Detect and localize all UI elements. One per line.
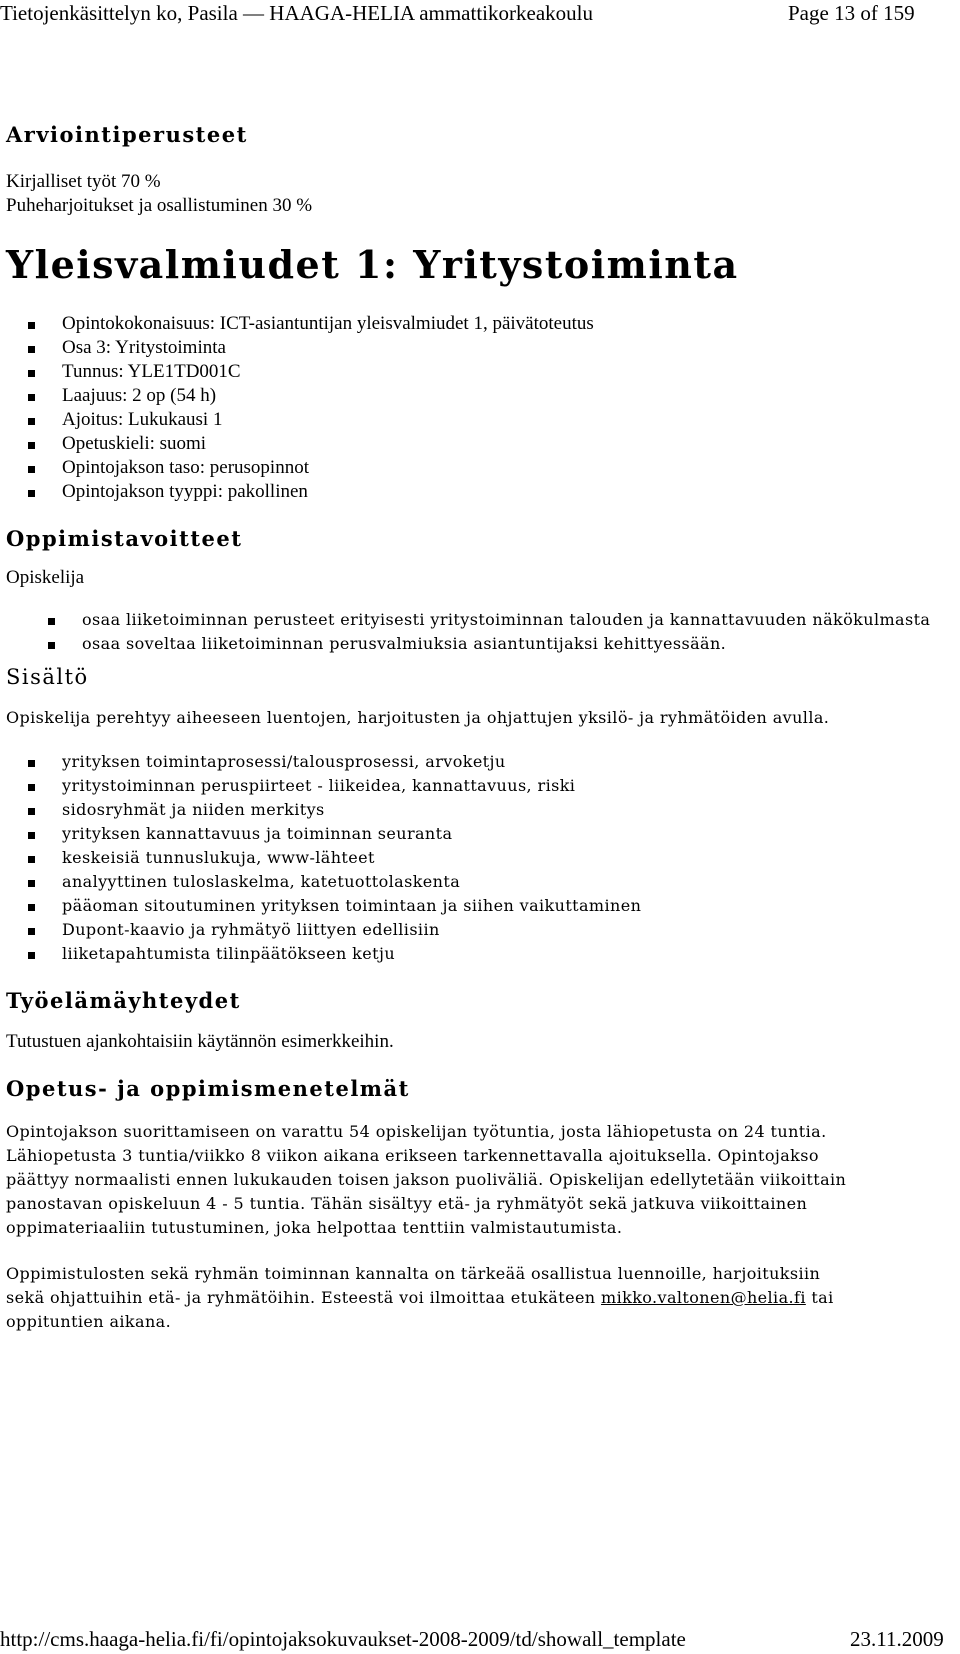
list-item: Laajuus: 2 op (54 h) [6, 384, 952, 408]
list-item: yrityksen kannattavuus ja toiminnan seuranta [6, 822, 952, 846]
bullet-icon [28, 832, 35, 839]
course-title: Yleisvalmiudet 1: Yritystoiminta [6, 242, 739, 287]
footer-date: 23.11.2009 [850, 1627, 944, 1651]
arviointi-line: Puheharjoitukset ja osallistuminen 30 % [6, 195, 313, 216]
bullet-icon [28, 760, 35, 767]
arviointi-line: Kirjalliset työt 70 % [6, 171, 161, 192]
bullet-icon [48, 618, 55, 625]
opetus-paragraph-2 [6, 1262, 952, 1334]
bullet-icon [28, 466, 35, 473]
list-item: keskeisiä tunnuslukuja, www-lähteet [6, 846, 952, 870]
paragraph-line: päättyy normaalisti ennen lukukauden toisen jakson puoliväliä. Opiskelijan edellytetään viikoittain [6, 1170, 847, 1189]
list-item: Ajoitus: Lukukausi 1 [6, 408, 952, 432]
list-item: sidosryhmät ja niiden merkitys [6, 798, 952, 822]
paragraph-line: Lähiopetusta 3 tuntia/viikko 8 viikon aikana erikseen tarkennettavalla ajoituksella. Opintojakso [6, 1146, 819, 1165]
oppimistavoitteet-heading: Oppimistavoitteet [6, 526, 243, 551]
bullet-icon [48, 642, 55, 649]
bullet-icon [28, 418, 35, 425]
bullet-icon [28, 880, 35, 887]
bullet-icon [28, 370, 35, 377]
tyoelamayhteydet-heading: Työelämäyhteydet [6, 988, 241, 1013]
opetus-paragraph-1 [6, 1120, 952, 1240]
bullet-icon [28, 394, 35, 401]
list-item: pääoman sitoutuminen yrityksen toimintaan ja siihen vaikuttaminen [6, 894, 952, 918]
list-item: yrityksen toimintaprosessi/talousprosessi, arvoketju [6, 750, 952, 774]
list-item: liiketapahtumista tilinpäätökseen ketju [6, 942, 952, 966]
tyoelamayhteydet-text: Tutustuen ajankohtaisiin käytännön esimerkkeihin. [6, 1031, 394, 1052]
sisalto-list [6, 750, 952, 966]
sisalto-intro: Opiskelija perehtyy aiheeseen luentojen, harjoitusten ja ohjattujen yksilö- ja ryhmätöiden avulla. [6, 708, 830, 727]
paragraph-line: panostavan opiskeluun 4 - 5 tuntia. Tähän sisältyy etä- ja ryhmätyöt sekä jatkuva viikoittainen [6, 1194, 808, 1213]
paragraph-line: Oppimistulosten sekä ryhmän toiminnan kannalta on tärkeää osallistua luennoille, harjoituksiin [6, 1264, 821, 1283]
email-link[interactable]: mikko.valtonen@helia.fi [601, 1288, 806, 1307]
bullet-icon [28, 490, 35, 497]
list-item: Osa 3: Yritystoiminta [6, 336, 952, 360]
list-item: Tunnus: YLE1TD001C [6, 360, 952, 384]
list-item: osaa liiketoiminnan perusteet erityisesti yritystoiminnan talouden ja kannattavuuden näkökulmasta [6, 608, 952, 632]
sisalto-heading: Sisältö [6, 665, 89, 689]
bullet-icon [28, 904, 35, 911]
bullet-icon [28, 856, 35, 863]
list-item: analyyttinen tuloslaskelma, katetuottolaskenta [6, 870, 952, 894]
paragraph-text: sekä ohjattuihin etä- ja ryhmätöihin. Esteestä voi ilmoittaa etukäteen [6, 1288, 602, 1307]
paragraph-line: oppimateriaaliin tutustuminen, joka helpottaa tenttiin valmistautumista. [6, 1218, 623, 1237]
footer-url: http://cms.haaga-helia.fi/fi/opintojaksokuvaukset-2008-2009/td/showall_template [0, 1627, 686, 1651]
bullet-icon [28, 346, 35, 353]
opetus-heading: Opetus- ja oppimismenetelmät [6, 1076, 410, 1101]
bullet-icon [28, 784, 35, 791]
course-info-list [6, 312, 952, 504]
page-header-title: Tietojenkäsittelyn ko, Pasila — HAAGA-HELIA ammattikorkeakoulu [0, 1, 593, 25]
oppimistavoitteet-list [6, 608, 952, 656]
bullet-icon [28, 928, 35, 935]
bullet-icon [28, 808, 35, 815]
list-item: Opintojakson taso: perusopinnot [6, 456, 952, 480]
oppimistavoitteet-intro: Opiskelija [6, 567, 85, 588]
paragraph-line: oppituntien aikana. [6, 1312, 172, 1331]
paragraph-line: Opintojakson suorittamiseen on varattu 54 opiskelijan työtuntia, josta lähiopetusta on 24 tuntia. [6, 1122, 827, 1141]
list-item: Dupont-kaavio ja ryhmätyö liittyen edellisiin [6, 918, 952, 942]
page-number: Page 13 of 159 [788, 1, 915, 25]
list-item: Opintokokonaisuus: ICT-asiantuntijan yleisvalmiudet 1, päivätoteutus [6, 312, 952, 336]
list-item: osaa soveltaa liiketoiminnan perusvalmiuksia asiantuntijaksi kehittyessään. [6, 632, 952, 656]
bullet-icon [28, 442, 35, 449]
list-item: yritystoiminnan peruspiirteet - liikeidea, kannattavuus, riski [6, 774, 952, 798]
paragraph-line [6, 1286, 952, 1310]
list-item: Opintojakson tyyppi: pakollinen [6, 480, 952, 504]
arviointiperusteet-heading: Arviointiperusteet [6, 122, 248, 147]
list-item: Opetuskieli: suomi [6, 432, 952, 456]
document-body [6, 122, 952, 1334]
bullet-icon [28, 322, 35, 329]
paragraph-text: tai [805, 1288, 834, 1307]
bullet-icon [28, 952, 35, 959]
